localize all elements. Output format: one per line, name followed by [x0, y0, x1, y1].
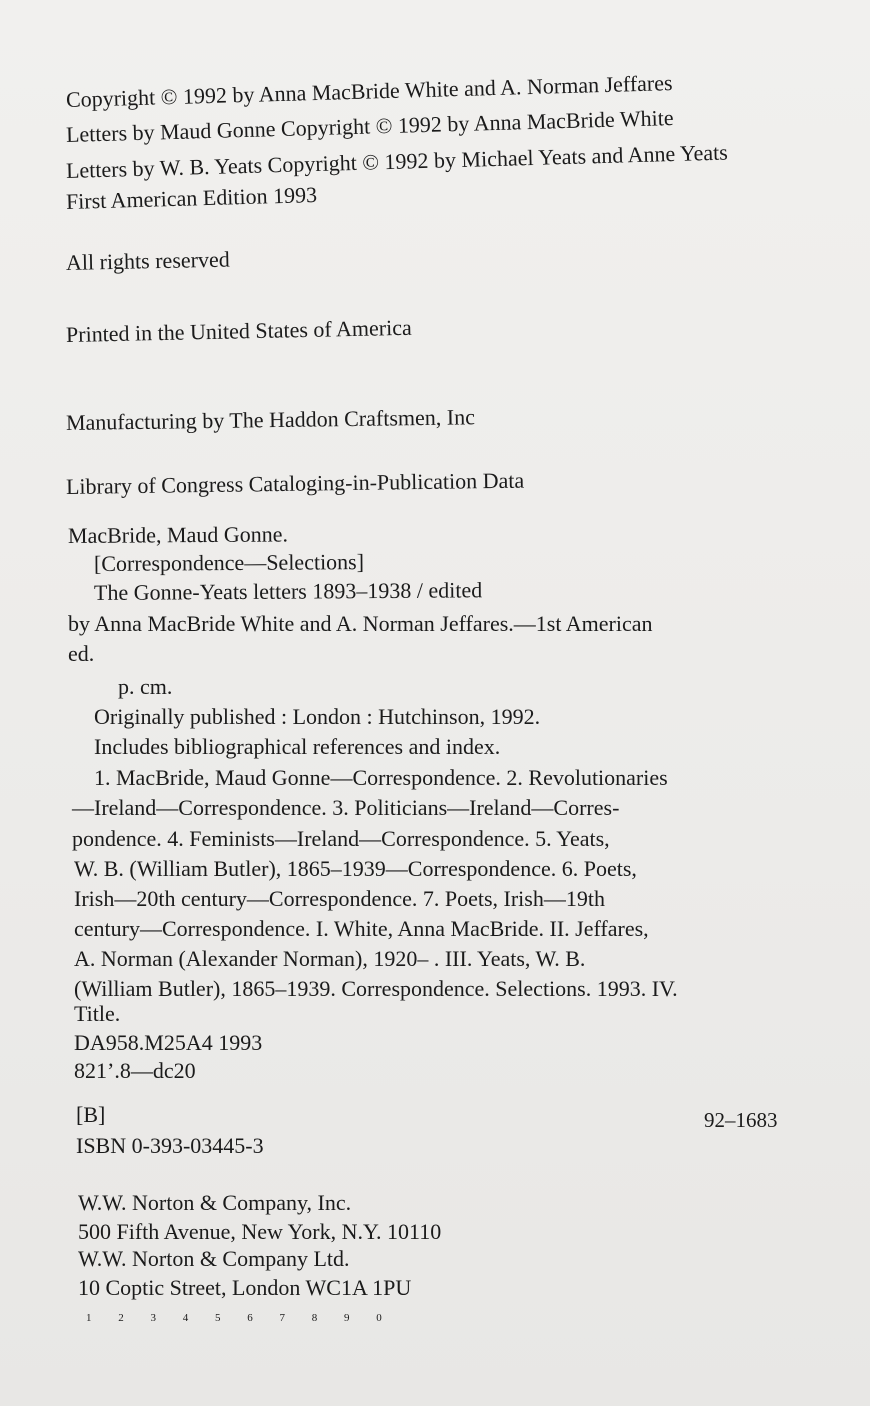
cip-line: Includes bibliographical references and index. [94, 734, 501, 759]
cip-line: W. B. (William Butler), 1865–1939—Correspondence. 6. Poets, [74, 856, 637, 881]
cip-line: Title. [74, 1001, 121, 1026]
cip-line: DA958.M25A4 1993 [74, 1030, 263, 1055]
printed-in: Printed in the United States of America [65, 314, 412, 347]
cip-line: p. cm. [118, 674, 173, 699]
cip-line: pondence. 4. Feminists—Ireland—Correspondence. 5. Yeats, [72, 826, 610, 851]
cip-line: [Correspondence—Selections] [93, 549, 365, 576]
cip-heading: Library of Congress Cataloging-in-Publication Data [65, 467, 525, 499]
lccn-number: 92–1683 [704, 1108, 778, 1132]
copyright-line-3: Letters by W. B. Yeats Copyright © 1992 by Michael Yeats and Anne Yeats [65, 139, 729, 183]
cip-line: 1. MacBride, Maud Gonne—Correspondence. 2. Revolutionaries [94, 765, 668, 790]
isbn-line: ISBN 0-393-03445-3 [76, 1133, 264, 1158]
cip-line: The Gonne-Yeats letters 1893–1938 / edited [93, 577, 483, 605]
publisher-line: W.W. Norton & Company Ltd. [78, 1246, 350, 1271]
cip-line: A. Norman (Alexander Norman), 1920– . III. Yeats, W. B. [74, 946, 586, 971]
cip-line: 821’.8—dc20 [74, 1058, 196, 1083]
copyright-line-1: Copyright © 1992 by Anna MacBride White and A. Norman Jeffares [65, 70, 673, 112]
cip-line: (William Butler), 1865–1939. Correspondence. Selections. 1993. IV. [74, 976, 678, 1001]
first-edition-line: First American Edition 1993 [65, 181, 318, 214]
publisher-line: 500 Fifth Avenue, New York, N.Y. 10110 [78, 1219, 442, 1244]
copyright-line-2: Letters by Maud Gonne Copyright © 1992 by Anna MacBride White [65, 105, 674, 147]
cip-line: —Ireland—Correspondence. 3. Politicians—Ireland—Corres- [72, 795, 620, 820]
cip-line: Irish—20th century—Correspondence. 7. Poets, Irish—19th [74, 886, 605, 911]
cip-bracket: [B] [76, 1102, 106, 1127]
cip-line: Originally published : London : Hutchinson, 1992. [94, 704, 541, 729]
publisher-line: 10 Coptic Street, London WC1A 1PU [78, 1275, 412, 1300]
printing-numbers: 1 2 3 4 5 6 7 8 9 0 [86, 1312, 394, 1324]
publisher-line: W.W. Norton & Company, Inc. [78, 1190, 352, 1215]
cip-line: by Anna MacBride White and A. Norman Jeffares.—1st American [68, 611, 653, 636]
cip-line: century—Correspondence. I. White, Anna MacBride. II. Jeffares, [74, 916, 649, 941]
cip-line: ed. [68, 641, 95, 666]
rights-reserved: All rights reserved [65, 246, 230, 275]
manufacturing-line: Manufacturing by The Haddon Craftsmen, Inc [65, 404, 476, 435]
cip-line: MacBride, Maud Gonne. [67, 521, 289, 548]
